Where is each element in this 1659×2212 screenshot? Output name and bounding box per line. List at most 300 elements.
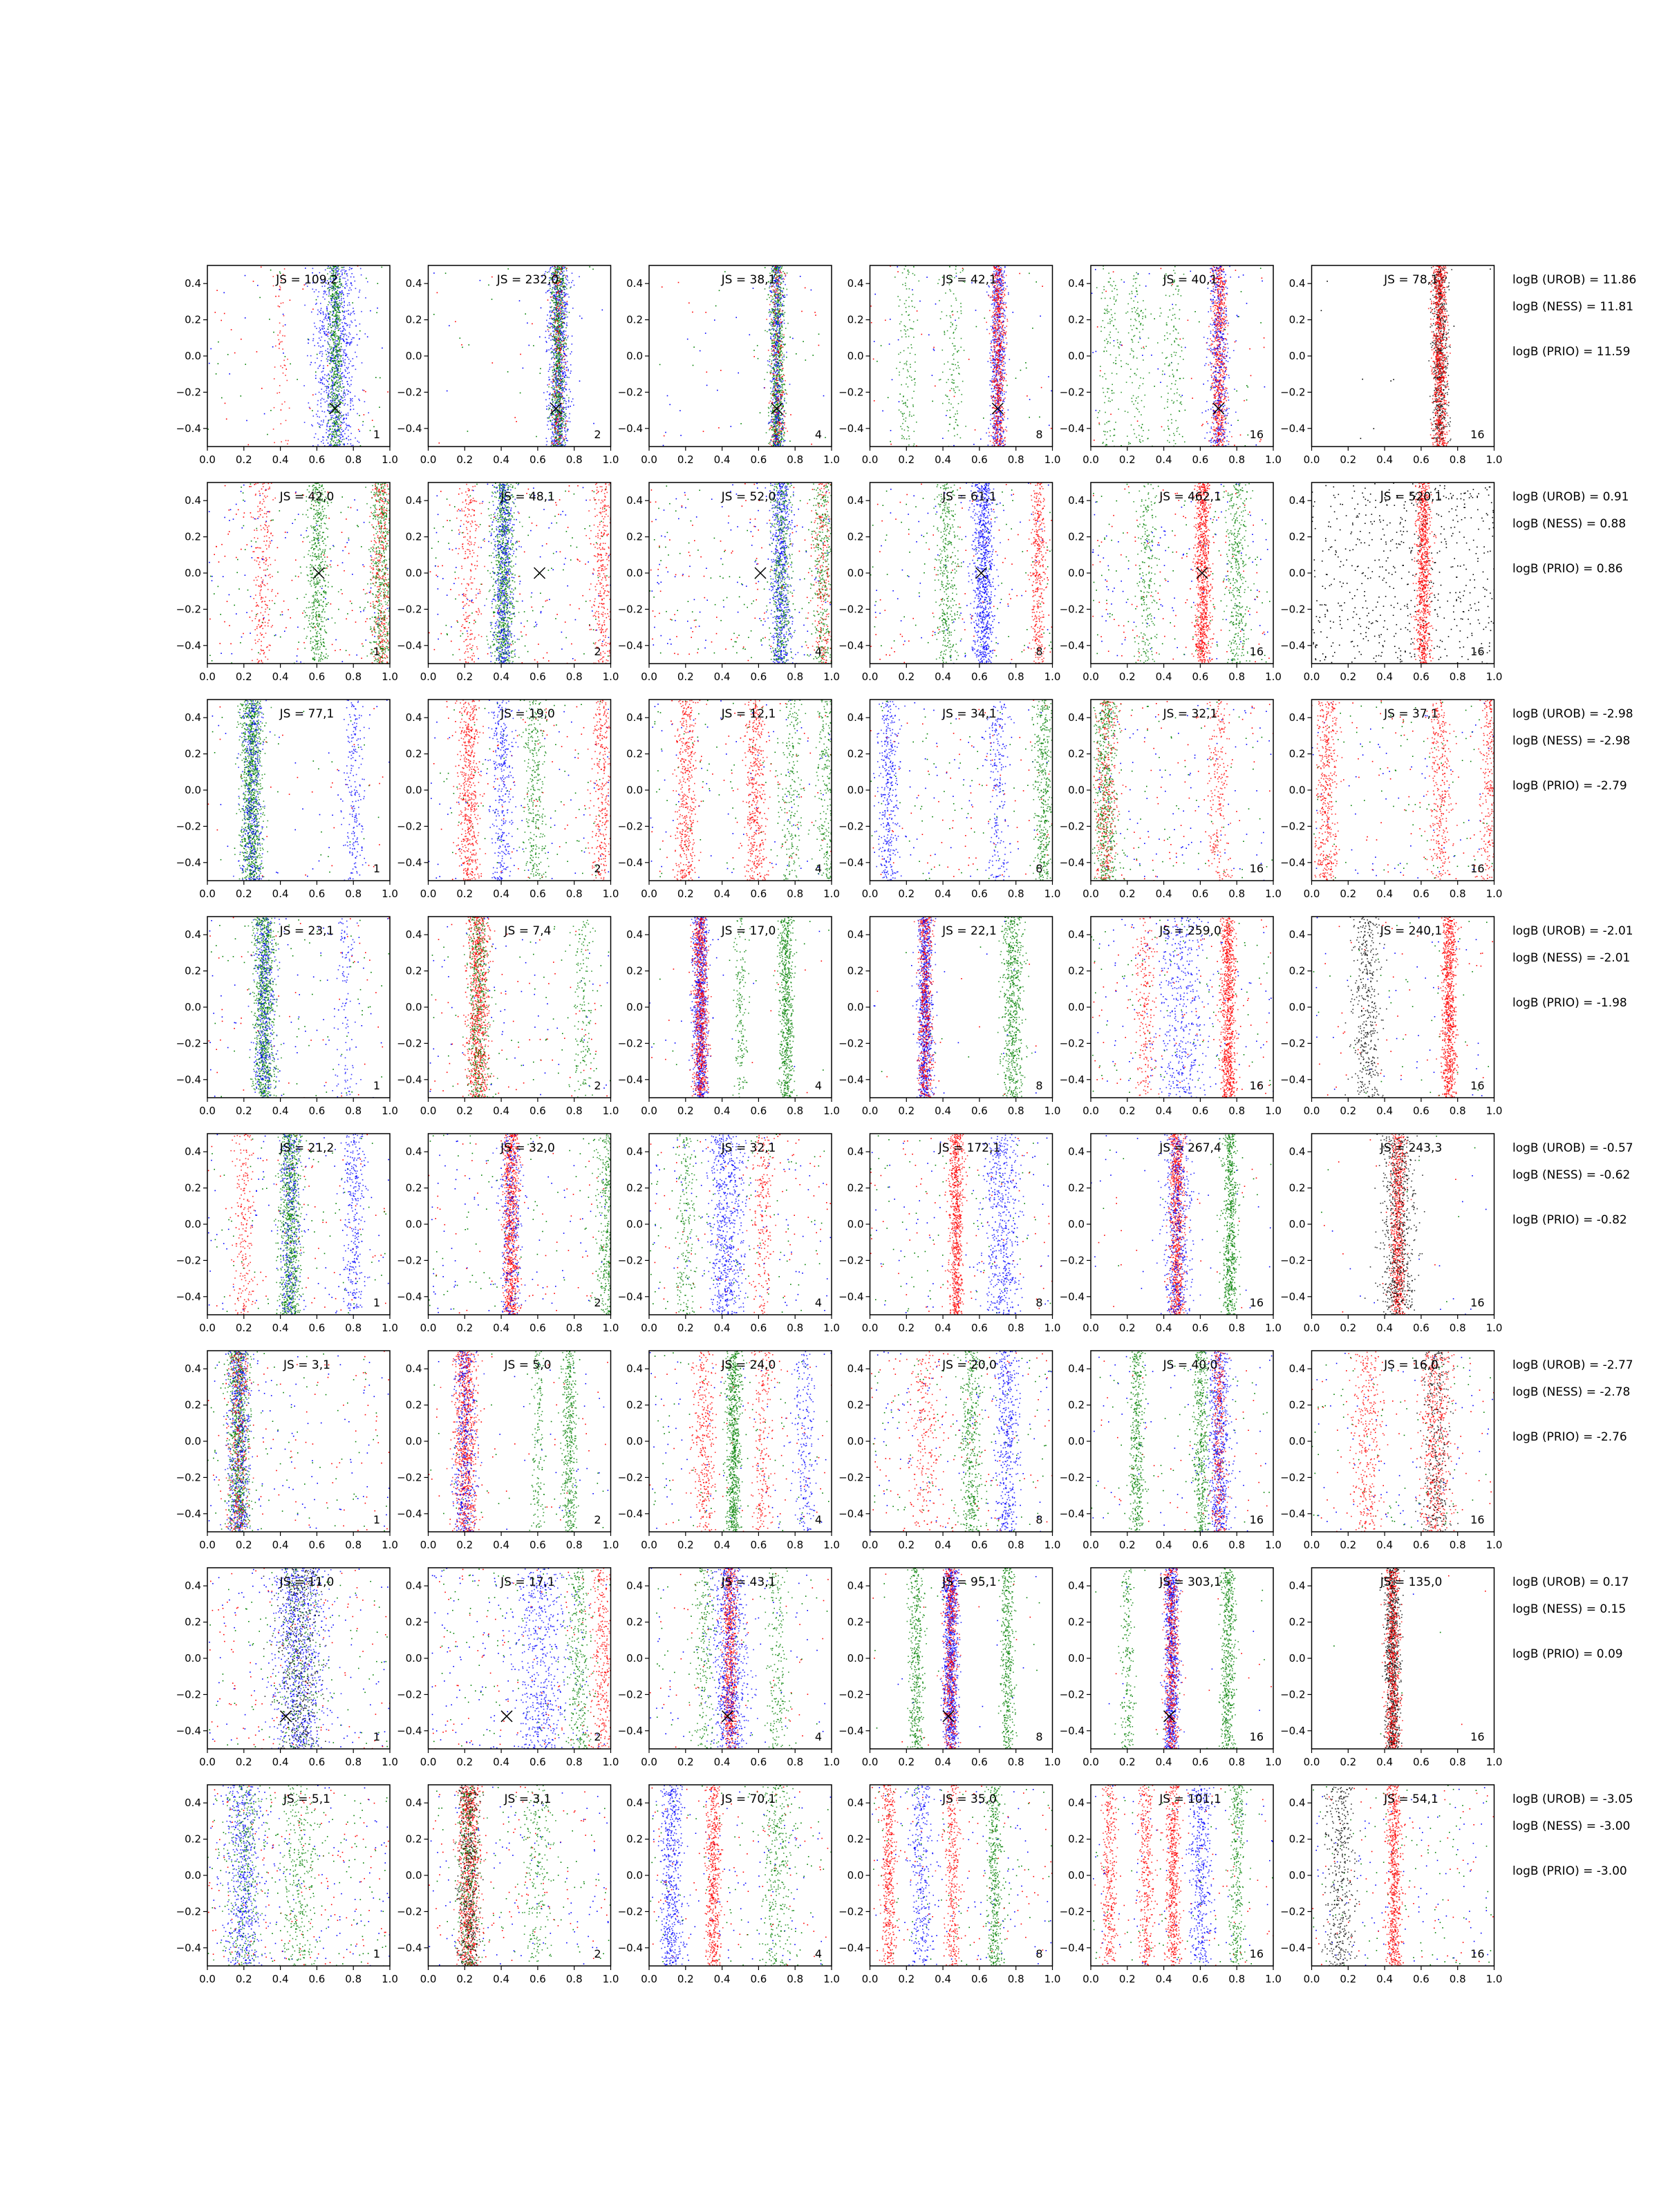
y-tick-label: −0.2 <box>176 386 201 398</box>
scatter-point <box>330 433 332 435</box>
scatter-point <box>550 307 552 308</box>
scatter-point <box>777 444 778 446</box>
scatter-point <box>559 387 561 388</box>
scatter-point <box>553 292 554 293</box>
scatter-point <box>554 355 555 357</box>
scatter-point <box>259 297 261 299</box>
scatter-point <box>553 302 554 303</box>
scatter-point <box>775 308 776 310</box>
scatter-point <box>568 335 569 337</box>
scatter-point <box>328 296 330 297</box>
scatter-point <box>352 400 353 402</box>
scatter-point <box>553 444 554 445</box>
scatter-point <box>560 394 561 395</box>
scatter-point <box>563 389 564 391</box>
scatter-point <box>326 379 328 381</box>
scatter-point <box>336 267 337 268</box>
scatter-point <box>552 400 553 401</box>
scatter-point <box>546 438 547 439</box>
scatter-point <box>556 390 558 391</box>
scatter-point <box>332 314 333 315</box>
scatter-point <box>564 398 565 400</box>
scatter-point <box>348 430 349 431</box>
scatter-point <box>216 290 218 291</box>
scatter-point <box>335 371 336 372</box>
scatter-point <box>556 315 558 317</box>
scatter-point <box>565 308 567 310</box>
scatter-point <box>338 307 339 308</box>
scatter-point <box>339 273 340 274</box>
scatter-point <box>784 294 785 296</box>
scatter-point <box>774 367 775 368</box>
scatter-point <box>552 357 553 359</box>
scatter-point <box>340 355 341 357</box>
scatter-point <box>782 390 783 391</box>
scatter-point <box>551 382 552 383</box>
scatter-point <box>559 363 561 364</box>
scatter-point <box>320 310 321 311</box>
x-tick-label: 0.0 <box>420 453 437 466</box>
scatter-point <box>774 381 776 382</box>
scatter-point <box>332 319 334 320</box>
scatter-point <box>334 290 335 291</box>
scatter-point <box>782 422 783 424</box>
scatter-point <box>785 440 786 442</box>
scatter-point <box>546 320 547 321</box>
scatter-point <box>344 433 346 435</box>
scatter-point <box>780 415 781 416</box>
scatter-point <box>767 299 768 300</box>
scatter-point <box>688 303 690 304</box>
scatter-point <box>339 351 341 353</box>
scatter-point <box>559 267 560 268</box>
scatter-point <box>556 270 557 271</box>
scatter-point <box>274 378 275 379</box>
scatter-point <box>339 440 340 441</box>
scatter-point <box>339 379 341 380</box>
scatter-point <box>556 386 557 388</box>
scatter-point <box>337 382 339 383</box>
scatter-point <box>462 347 463 348</box>
scatter-point <box>340 276 341 277</box>
scatter-point <box>561 393 562 395</box>
scatter-point <box>337 435 338 436</box>
scatter-point <box>565 293 567 294</box>
scatter-point <box>780 387 782 388</box>
scatter-point <box>566 420 568 422</box>
x-tick-label: 0.2 <box>236 453 252 466</box>
scatter-point <box>554 427 556 428</box>
scatter-point <box>561 324 562 325</box>
scatter-point <box>772 297 774 298</box>
scatter-point <box>555 338 556 339</box>
scatter-point <box>567 337 568 339</box>
scatter-point <box>359 431 360 432</box>
scatter-point <box>330 304 332 306</box>
scatter-point <box>787 272 788 274</box>
scatter-point <box>559 290 560 292</box>
scatter-point <box>326 354 327 355</box>
scatter-point <box>805 288 806 289</box>
scatter-point <box>350 312 352 314</box>
scatter-point <box>559 340 560 341</box>
scatter-point <box>550 420 552 421</box>
scatter-point <box>568 348 569 350</box>
scatter-point <box>285 368 287 370</box>
scatter-point <box>770 406 771 408</box>
scatter-point <box>552 266 554 268</box>
scatter-point <box>783 355 785 356</box>
scatter-point <box>772 388 774 390</box>
scatter-point <box>312 340 314 341</box>
scatter-point <box>556 357 558 358</box>
scatter-point <box>561 420 563 422</box>
scatter-point <box>284 402 285 403</box>
scatter-point <box>333 350 335 352</box>
scatter-point <box>787 294 788 296</box>
scatter-point <box>282 335 283 337</box>
scatter-point <box>782 370 783 371</box>
scatter-point <box>556 320 558 321</box>
scatter-point <box>321 398 323 400</box>
scatter-point <box>778 427 780 428</box>
scatter-point <box>556 429 557 430</box>
scatter-point <box>331 288 332 290</box>
scatter-point <box>273 285 274 287</box>
scatter-point <box>491 299 493 300</box>
scatter-point <box>507 371 509 373</box>
scatter-point <box>339 306 341 307</box>
scatter-point <box>556 337 558 339</box>
scatter-point <box>574 285 575 286</box>
scatter-point <box>340 319 341 321</box>
scatter-point <box>350 276 352 278</box>
scatter-point <box>303 288 304 290</box>
scatter-point <box>782 359 783 360</box>
scatter-point <box>552 339 554 341</box>
scatter-point <box>551 326 552 328</box>
scatter-point <box>341 377 343 379</box>
scatter-point <box>279 306 281 308</box>
scatter-point <box>566 324 568 326</box>
scatter-point <box>540 368 541 370</box>
scatter-point <box>557 442 559 443</box>
scatter-point <box>559 288 561 290</box>
scatter-point <box>783 415 785 417</box>
scatter-point <box>565 364 566 365</box>
scatter-point <box>324 291 325 292</box>
scatter-point <box>561 381 562 382</box>
scatter-point <box>350 409 351 411</box>
scatter-point <box>330 372 332 373</box>
scatter-point <box>563 347 565 348</box>
scatter-point <box>800 276 801 277</box>
scatter-point <box>771 348 772 350</box>
scatter-point <box>549 418 550 419</box>
scatter-point <box>337 352 338 353</box>
scatter-point <box>687 339 688 340</box>
scatter-point <box>330 426 332 427</box>
scatter-point <box>327 365 328 366</box>
scatter-point <box>338 377 339 378</box>
scatter-point <box>338 385 339 386</box>
scatter-point <box>778 355 779 357</box>
scatter-point <box>571 351 572 353</box>
scatter-point <box>342 403 344 404</box>
scatter-point <box>335 331 336 332</box>
scatter-point <box>310 362 312 364</box>
scatter-point <box>337 307 338 308</box>
scatter-point <box>573 404 574 406</box>
scatter-point <box>335 306 336 308</box>
scatter-point <box>335 329 336 330</box>
scatter-point <box>565 310 567 312</box>
scatter-point <box>818 334 820 335</box>
scatter-point <box>558 385 559 386</box>
scatter-point <box>285 420 287 422</box>
scatter-point <box>328 388 329 389</box>
scatter-point <box>564 377 565 378</box>
scatter-point <box>335 270 337 272</box>
scatter-point <box>343 362 344 363</box>
scatter-point <box>330 302 331 303</box>
scatter-point <box>559 413 560 415</box>
scatter-point <box>332 429 333 430</box>
scatter-point <box>775 441 776 442</box>
scatter-point <box>348 337 350 338</box>
scatter-point <box>326 400 328 402</box>
scatter-point <box>310 364 311 366</box>
scatter-point <box>567 303 568 304</box>
scatter-point <box>563 412 565 413</box>
scatter-point <box>781 402 782 403</box>
scatter-point <box>769 422 770 423</box>
scatter-point <box>335 308 336 310</box>
scatter-point <box>297 379 298 380</box>
scatter-point <box>331 330 332 331</box>
scatter-point <box>322 377 324 378</box>
scatter-point <box>767 372 768 373</box>
scatter-point <box>351 268 353 270</box>
scatter-point <box>547 384 548 386</box>
scatter-point <box>561 270 562 271</box>
scatter-point <box>559 293 560 294</box>
scatter-point <box>328 324 330 325</box>
scatter-point <box>811 290 812 291</box>
scatter-point <box>772 410 774 411</box>
scatter-point <box>771 339 773 341</box>
scatter-point <box>546 342 547 344</box>
scatter-point <box>339 418 340 419</box>
scatter-point <box>339 354 340 355</box>
scatter-point <box>549 337 550 339</box>
scatter-point <box>329 363 330 364</box>
scatter-point <box>325 292 326 294</box>
scatter-point <box>338 305 339 306</box>
scatter-point <box>327 268 328 269</box>
scatter-point <box>330 393 332 394</box>
scatter-point <box>285 375 286 376</box>
scatter-point <box>550 394 551 395</box>
scatter-point <box>561 418 562 419</box>
scatter-point <box>331 406 332 408</box>
scatter-point <box>339 386 341 387</box>
scatter-point <box>776 375 777 377</box>
scatter-point <box>558 342 559 344</box>
scatter-point <box>774 388 776 389</box>
scatter-point <box>285 356 286 357</box>
scatter-point <box>561 321 563 323</box>
scatter-point <box>566 288 568 290</box>
scatter-point <box>552 402 554 404</box>
scatter-point <box>558 386 559 388</box>
scatter-point <box>338 330 339 331</box>
scatter-point <box>777 375 778 377</box>
scatter-point <box>564 283 565 284</box>
scatter-point <box>335 316 336 317</box>
scatter-point <box>565 382 567 383</box>
scatter-point <box>341 380 343 382</box>
scatter-point <box>779 352 780 353</box>
scatter-point <box>312 395 314 396</box>
scatter-point <box>333 344 335 345</box>
scatter-point <box>785 413 787 414</box>
scatter-point <box>334 360 335 362</box>
scatter-point <box>555 444 556 445</box>
scatter-point <box>554 368 555 370</box>
scatter-point <box>559 393 560 395</box>
scatter-point <box>275 346 276 347</box>
scatter-point <box>778 378 780 379</box>
scatter-point <box>782 305 783 306</box>
scatter-point <box>333 440 335 442</box>
scatter-point <box>554 392 556 393</box>
scatter-point <box>557 355 559 357</box>
scatter-point <box>549 408 550 409</box>
scatter-point <box>344 322 346 324</box>
scatter-point <box>348 384 349 386</box>
scatter-point <box>279 296 280 297</box>
scatter-point <box>559 300 560 301</box>
scatter-point <box>341 396 342 397</box>
scatter-point <box>281 341 283 343</box>
scatter-point <box>340 337 341 338</box>
scatter-point <box>278 306 279 307</box>
scatter-point <box>783 411 785 412</box>
scatter-point <box>335 395 337 397</box>
scatter-point <box>565 418 566 419</box>
scatter-point <box>780 391 781 392</box>
scatter-point <box>552 375 553 377</box>
scatter-point <box>344 341 346 343</box>
scatter-point <box>770 332 771 334</box>
scatter-point <box>339 347 340 348</box>
scatter-point <box>330 271 331 272</box>
scatter-point <box>328 359 329 361</box>
scatter-point <box>560 268 561 270</box>
scatter-point <box>561 307 563 308</box>
scatter-point <box>328 397 329 398</box>
scatter-point <box>339 278 341 279</box>
scatter-point <box>331 438 332 440</box>
scatter-point <box>559 337 561 339</box>
scatter-point <box>550 316 551 317</box>
scatter-point <box>549 379 550 381</box>
scatter-point <box>364 414 365 415</box>
scatter-point <box>361 311 362 312</box>
scatter-point <box>563 268 565 269</box>
scatter-point <box>778 302 779 303</box>
scatter-point <box>330 371 331 372</box>
scatter-point <box>775 397 776 399</box>
scatter-point <box>324 391 325 393</box>
scatter-point <box>330 267 331 268</box>
scatter-point <box>552 420 554 421</box>
scatter-point <box>778 317 780 318</box>
scatter-point <box>766 432 767 433</box>
scatter-point <box>555 299 556 301</box>
scatter-point <box>559 281 561 283</box>
scatter-point <box>332 436 333 438</box>
scatter-point <box>346 414 347 415</box>
scatter-point <box>330 442 331 443</box>
scatter-point <box>553 436 554 438</box>
scatter-point <box>774 306 775 308</box>
scatter-point <box>547 326 548 327</box>
scatter-point <box>281 409 282 411</box>
panel-count-label: 1 <box>373 428 380 441</box>
scatter-point <box>349 269 350 270</box>
scatter-point <box>323 442 324 444</box>
scatter-point <box>565 407 566 409</box>
scatter-point <box>337 353 338 355</box>
scatter-point <box>559 424 560 426</box>
scatter-point <box>280 289 281 290</box>
scatter-point <box>556 380 557 382</box>
scatter-point <box>341 292 343 294</box>
scatter-point <box>563 402 565 404</box>
scatter-point <box>328 343 329 344</box>
scatter-point <box>776 421 777 422</box>
scatter-point <box>782 303 783 305</box>
scatter-point <box>345 429 346 430</box>
scatter-point <box>326 359 328 360</box>
scatter-point <box>324 331 325 332</box>
scatter-point <box>564 414 565 415</box>
scatter-point <box>564 285 565 287</box>
scatter-point <box>346 381 348 382</box>
scatter-point <box>315 394 317 395</box>
scatter-point <box>336 424 337 425</box>
scatter-point <box>328 411 330 413</box>
scatter-point <box>561 271 562 272</box>
scatter-point <box>370 310 371 312</box>
scatter-point <box>264 413 265 415</box>
scatter-point <box>783 441 785 442</box>
scatter-point <box>329 375 330 377</box>
scatter-point <box>782 353 783 354</box>
scatter-point <box>317 354 318 355</box>
scatter-point <box>548 377 550 378</box>
scatter-point <box>562 272 563 274</box>
scatter-point <box>569 418 570 419</box>
scatter-point <box>769 312 770 313</box>
scatter-point <box>348 415 349 416</box>
scatter-point <box>532 324 533 325</box>
scatter-point <box>350 384 352 386</box>
scatter-point <box>565 375 566 376</box>
scatter-point <box>328 404 329 405</box>
